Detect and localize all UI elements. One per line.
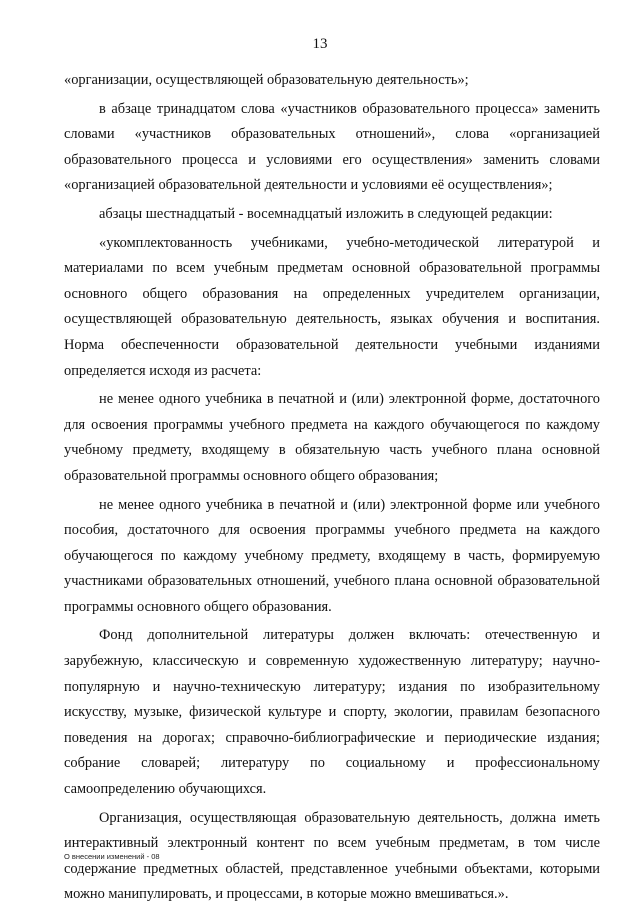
page-number: 13	[312, 36, 328, 52]
paragraph-2: в абзаце тринадцатом слова «участников образовательного процесса» заменить словами «участников образовательных отношений», слова «организацией образовательного процесса и условиями его осуществления» заменить словами «организацией образовательной деятельности и условиями её осуществления»;	[64, 100, 600, 194]
document-body	[64, 68, 600, 908]
paragraph-7: Фонд дополнительной литературы должен включать: отечественную и зарубежную, классическую и современную художественную литературу; научно-популярную и научно-техническую литературу; издания по изобразительному искусству, музыке, физической культуре и спорту, экологии, правилам безопасного поведения на дорогах; справочно-библиографические и периодические издания; собрание словарей; литературу по социальному и профессиональному самоопределению обучающихся.	[64, 627, 600, 798]
paragraph-8: Организация, осуществляющая образовательную деятельность, должна иметь интерактивный электронный контент по всем учебным предметам, в том числе содержание предметных областей, представленное учебными объектами, которыми можно манипулировать, и процессами, в которые можно вмешиваться.».	[64, 809, 600, 903]
paragraph-3: абзацы шестнадцатый - восемнадцатый изложить в следующей редакции:	[99, 205, 553, 222]
paragraph-6: не менее одного учебника в печатной и (или) электронной форме или учебного пособия, достаточного для освоения программы учебного предмета на каждого обучающегося по каждому учебному предмету, входящему в часть, формируемую участниками образовательных отношений, учебного плана основной образовательной программы основного общего образования.	[64, 496, 600, 615]
paragraph-4: «укомплектованность учебниками, учебно-методической литературой и материалами по всем учебным предметам основной образовательной программы основного общего образования на определенных учредителем организации, осуществляющей образовательную деятельность, языках обучения и воспитания. Норма обеспеченности образовательной деятельности учебными изданиями определяется исходя из расчета:	[64, 234, 600, 379]
paragraph-1: «организации, осуществляющей образовательную деятельность»;	[64, 72, 469, 88]
paragraph-5: не менее одного учебника в печатной и (или) электронной форме, достаточного для освоения программы учебного предмета на каждого обучающегося по каждому учебному предмету, входящему в обязательную часть учебного плана основной образовательной программы основного общего образования;	[64, 391, 600, 484]
footer-note: О внесении изменений - 08	[64, 852, 160, 861]
